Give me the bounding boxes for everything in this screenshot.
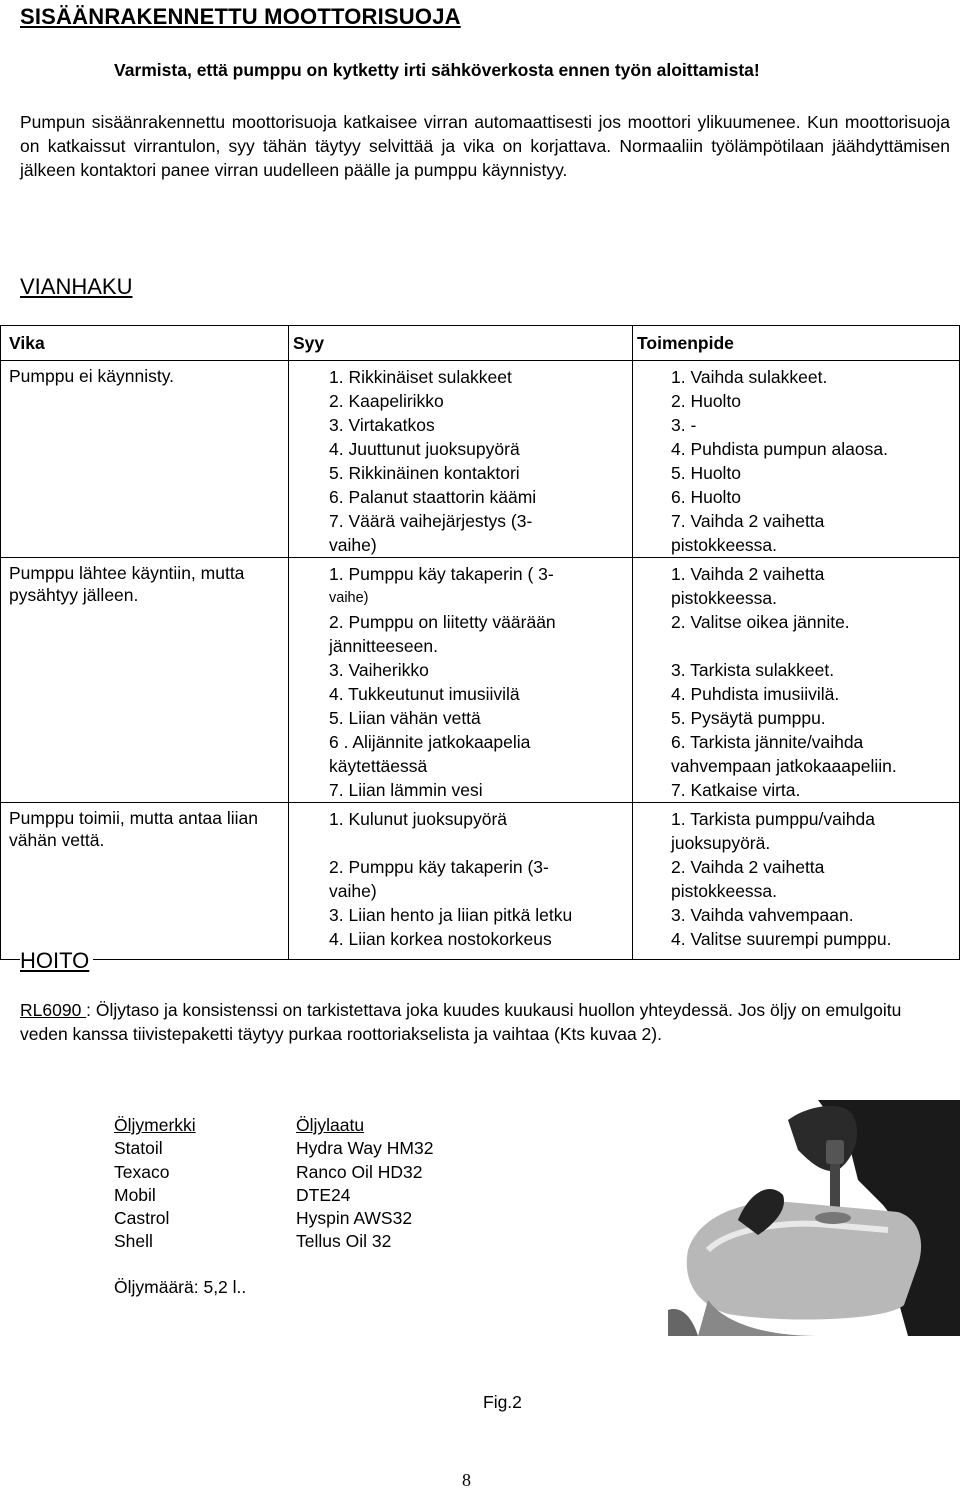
oil-table — [114, 1114, 433, 1254]
oil-grade-header: Öljylaatu — [296, 1115, 365, 1135]
pump-oil-photo — [668, 1100, 960, 1336]
table-header-row — [1, 326, 960, 361]
fault-cell: Pumppu ei käynnisty. — [1, 361, 289, 558]
oil-amount: Öljymäärä: 5,2 l.. — [114, 1277, 247, 1297]
maintenance-text: : Öljytaso ja konsistenssi on tarkistettava joka kuudes kuukausi huollon yhteydessä. Jos öljy on emulgoitu veden kanssa tiivistepaketti täytyy purkaa roottoriakselista ja vaihtaa (Kts kuvaa 2). — [20, 1000, 902, 1044]
page-title: SISÄÄNRAKENNETTU MOOTTORISUOJA — [20, 4, 461, 29]
cause-cell: 1. Kulunut juoksupyörä 2. Pumppu käy takaperin (3- vaihe) 3. Liian hento ja liian pitkä letku 4. Liian korkea nostokorkeus — [289, 803, 633, 960]
oil-row: Statoil Hydra Way HM32 — [114, 1138, 434, 1159]
figure-caption: Fig.2 — [483, 1392, 522, 1412]
intro-paragraph — [20, 110, 950, 182]
table-row — [1, 803, 960, 960]
cause-cell: 1. Pumppu käy takaperin ( 3- vaihe) 2. Pumppu on liitetty väärään jännitteeseen. 3. Vaiherikko 4. Tukkeutunut imusiivilä 5. Liian vähän vettä 6 . Alijännite jatkokaapelia käytettäessä 7. Liian lämmin vesi — [289, 558, 633, 803]
action-cell: 1. Vaihda sulakkeet. 2. Huolto 3. - 4. Puhdista pumpun alaosa. 5. Huolto 6. Huolto 7. Vaihda 2 vaihetta pistokkeessa. — [633, 361, 960, 558]
oil-row: Shell Tellus Oil 32 — [114, 1231, 392, 1252]
action-cell: 1. Vaihda 2 vaihetta pistokkeessa. 2. Valitse oikea jännite. 3. Tarkista sulakkeet. 4. Puhdista imusiivilä. 5. Pysäytä pumppu. 6. Tarkista jännite/vaihda vahvempaan jatkokaaapeliin. 7. Katkaise virta. — [633, 558, 960, 803]
fault-cell: Pumppu toimii, mutta antaa liian vähän vettä. — [1, 803, 289, 960]
troubleshooting-heading: VIANHAKU — [20, 274, 133, 299]
oil-row: Texaco Ranco Oil HD32 — [114, 1161, 423, 1182]
table-row — [1, 361, 960, 558]
page-number: 8 — [462, 1470, 471, 1490]
cause-cell: 1. Rikkinäiset sulakkeet 2. Kaapelirikko 3. Virtakatkos 4. Juuttunut juoksupyörä 5. Rikkinäinen kontaktori 6. Palanut staattorin käämi 7. Väärä vaihejärjestys (3- vaihe) — [289, 361, 633, 558]
maintenance-paragraph — [20, 998, 950, 1046]
header-action: Toimenpide — [633, 326, 960, 361]
troubleshooting-table — [0, 325, 960, 960]
table-row — [1, 558, 960, 803]
maintenance-heading: HOITO — [20, 948, 93, 974]
safety-warning: Varmista, että pumppu on kytketty irti sähköverkosta ennen työn aloittamista! — [114, 60, 760, 80]
oil-table-header — [114, 1114, 433, 1137]
oil-row: Mobil DTE24 — [114, 1184, 351, 1205]
oil-brand-header: Öljymerkki — [114, 1115, 196, 1135]
model-code: RL6090 — [20, 1000, 87, 1020]
oil-row: Castrol Hyspin AWS32 — [114, 1208, 413, 1229]
fault-cell: Pumppu lähtee käyntiin, mutta pysähtyy jälleen. — [1, 558, 289, 803]
header-fault: Vika — [1, 326, 289, 361]
intro-text: Pumpun sisäänrakennettu moottorisuoja katkaisee virran automaattisesti jos moottori ylikuumenee. Kun moottorisuoja on katkaissut virrantulon, syy tähän täytyy selvittää ja vika on korjattava. Normaaliin työlämpötilaan jäähdyttämisen jälkeen kontaktori panee virran uudelleen päälle ja pumppu käynnistyy. — [20, 112, 950, 180]
action-cell: 1. Tarkista pumppu/vaihda juoksupyörä. 2. Vaihda 2 vaihetta pistokkeessa. 3. Vaihda vahvempaan. 4. Valitse suurempi pumppu. — [633, 803, 960, 960]
header-cause: Syy — [289, 326, 633, 361]
